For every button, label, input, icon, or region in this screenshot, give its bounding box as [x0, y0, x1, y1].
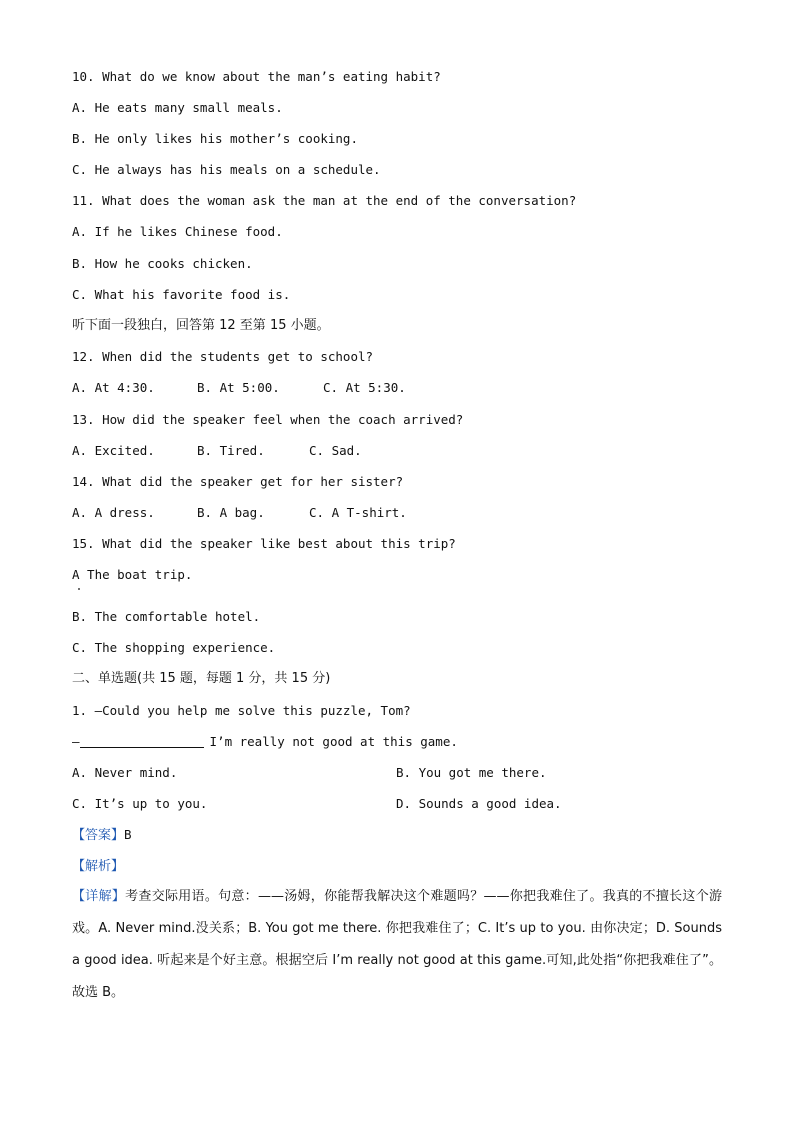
s2q1-line1: 1. —Could you help me solve this puzzle, Tom? — [72, 703, 411, 718]
s2q1-option-d: D. Sounds a good idea. — [396, 796, 562, 811]
q15-stem: 15. What did the speaker like best about this trip? — [72, 536, 456, 551]
q12-option-b: B. At 5:00. — [197, 380, 280, 395]
q15-option-b: B. The comfortable hotel. — [72, 609, 261, 624]
q12-stem: 12. When did the students get to school? — [72, 349, 374, 364]
q13-stem: 13. How did the speaker feel when the coach arrived? — [72, 412, 464, 427]
s2q1-option-b: B. You got me there. — [396, 765, 547, 780]
s2q1-dash: — — [72, 734, 80, 749]
answer-line — [72, 827, 132, 844]
s2q1-line2-text: I’m really not good at this game. — [209, 734, 458, 749]
analysis-label: 【解析】 — [72, 859, 125, 874]
q13-option-c: C. Sad. — [309, 443, 362, 458]
q15-option-a: A The boat trip. — [72, 567, 193, 582]
detail-label: 【详解】 — [72, 889, 126, 904]
q15-option-c: C. The shopping experience. — [72, 640, 276, 655]
q10-option-b: B. He only likes his mother’s cooking. — [72, 131, 358, 146]
q11-option-b: B. How he cooks chicken. — [72, 256, 253, 271]
monologue-instruction: 听下面一段独白，回答第 12 至第 15 小题。 — [72, 318, 330, 333]
q13-options — [72, 443, 362, 459]
q14-option-a: A. A dress. — [72, 505, 155, 520]
q13-option-b: B. Tired. — [197, 443, 265, 458]
answer-value: B — [124, 827, 132, 842]
q14-option-b: B. A bag. — [197, 505, 265, 520]
q12-option-c: C. At 5:30. — [323, 380, 406, 395]
s2q1-option-c: C. It’s up to you. — [72, 796, 208, 811]
detail-text: 考查交际用语。句意：——汤姆，你能帮我解决这个难题吗？——你把我难住了。我真的不擅长这个游戏。A. Never mind.没关系；B. You got me there. 你把我难住了；C. It’s up to you. 由你决定；D. Sounds a good idea. 听起来是个好主意。根据空后 I’m really not good at this game.可知,此处指“你把我难住了”。故选 B。 — [72, 889, 722, 1000]
q11-option-c: C. What his favorite food is. — [72, 287, 291, 302]
q13-option-a: A. Excited. — [72, 443, 155, 458]
q10-stem: 10. What do we know about the man’s eating habit? — [72, 69, 441, 84]
section2-heading: 二、单选题(共 15 题，每题 1 分，共 15 分) — [72, 671, 331, 686]
q10-option-a: A. He eats many small meals. — [72, 100, 283, 115]
analysis-line — [72, 858, 124, 875]
q11-stem: 11. What does the woman ask the man at the end of the conversation? — [72, 193, 577, 208]
s2q1-options-row1 — [72, 765, 547, 781]
q11-option-a: A. If he likes Chinese food. — [72, 224, 283, 239]
q14-options — [72, 505, 407, 521]
q12-options — [72, 380, 406, 396]
q12-option-a: A. At 4:30. — [72, 380, 155, 395]
s2q1-line2 — [72, 734, 458, 750]
q10-option-c: C. He always has his meals on a schedule. — [72, 162, 381, 177]
stray-dot — [78, 588, 80, 590]
q14-stem: 14. What did the speaker get for her sister? — [72, 474, 404, 489]
detail-paragraph — [72, 881, 722, 1009]
answer-label: 【答案】 — [72, 828, 125, 843]
s2q1-option-a: A. Never mind. — [72, 765, 178, 780]
s2q1-options-row2 — [72, 796, 562, 812]
answer-blank — [80, 735, 204, 748]
q14-option-c: C. A T-shirt. — [309, 505, 407, 520]
